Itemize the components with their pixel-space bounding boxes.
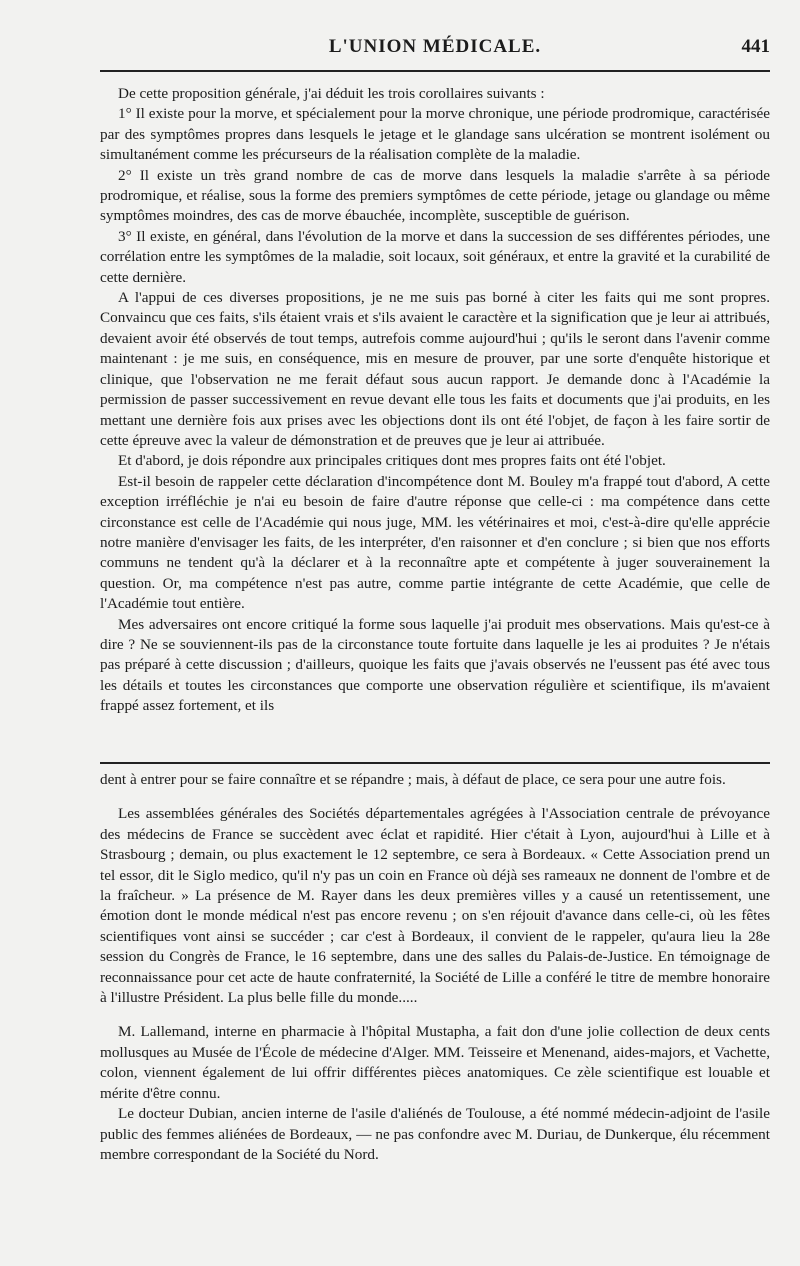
main-article <box>100 84 770 717</box>
paragraph: 3° Il existe, en général, dans l'évolution de la morve et dans la succession de ses différentes périodes, une corrélation entre les symptômes de la maladie, soit locaux, soit généraux, et entre la gravité et la curabilité de cette dernière. <box>100 227 770 286</box>
news-item: Le docteur Dubian, ancien interne de l'asile d'aliénés de Toulouse, a été nommé médecin-adjoint de l'asile public des femmes aliénées de Bordeaux, — ne pas confondre avec M. Duriau, de Dunkerque, élu récemment membre correspondant de la Société du Nord. <box>100 1105 770 1163</box>
page-number: 441 <box>741 36 770 57</box>
section-rule <box>100 762 770 764</box>
paragraph: A l'appui de ces diverses propositions, je ne me suis pas borné à citer les faits qui me sont propres. Convaincu que ces faits, s'ils étaient vrais et s'ils avaient le caractère et la signification que je leur ai attribués, devaient avoir été observés de tout temps, autrefois comme aujourd'hui ; qu'ils le seront dans l'avenir comme maintenant : je me suis, en conséquence, mis en mesure de prouver, par une sorte d'enquête historique et clinique, que l'observation ne me ferait défaut sous aucun rapport. Je demande donc à l'Académie la permission de passer successivement en revue devant elle tous les faits et documents que j'ai produits, en les mettant une dernière fois aux prises avec les objections dont ils ont été l'objet, de façon à les faire sortir de cette épreuve avec la valeur de démonstration et de preuves que je leur ai attribuée. <box>100 289 770 449</box>
paragraph: 2° Il existe un très grand nombre de cas de morve dans lesquels la maladie s'arrête à sa période prodromique, et réalise, sous la forme des premiers symptômes de cette période, jetage ou glandage ou même symptômes moindres, des cas de morve ébauchée, incomplète, susceptible de guérison. <box>100 166 770 225</box>
header-rule <box>100 70 770 72</box>
news-item: M. Lallemand, interne en pharmacie à l'hôpital Mustapha, a fait don d'une jolie collection de deux cents mollusques au Musée de l'École de médecine d'Alger. MM. Teisseire et Menenand, aides-majors, et Vachette, colon, viennent également de lui offrir différentes pièces anatomiques. Ce zèle scientifique est louable et mérite d'être connu. <box>100 1023 770 1102</box>
news-item: Les assemblées générales des Sociétés départementales agrégées à l'Association centrale de prévoyance des médecins de France se succèdent avec éclat et rapidité. Hier c'était à Lyon, aujourd'hui à Lille et à Strasbourg ; demain, ou plus exactement le 12 septembre, ce sera à Bordeaux. « Cette Association prend un tel essor, dit le Siglo medico, qu'il n'y pas un coin en France où déjà ses rameaux ne donnent de l'ombre et de la fraîcheur. » La présence de M. Rayer dans les deux premières villes y a causé un retentissement, une émotion dont le monde médical n'est pas encore revenu ; on s'en réjouit d'avance dans celle-ci, où les fêtes scientifiques vont ainsi se succéder ; car c'est à Bordeaux, il convient de le rappeler, qu'aura lieu la 28e session du Congrès de France, le 16 septembre, dans une des salles du Palais-de-Justice. En témoignage de reconnaissance pour cet acte de haute confraternité, la Société de Lille a conféré le titre de membre honoraire à l'illustre Président. La plus belle fille du monde..... <box>100 805 770 1007</box>
paragraph: De cette proposition générale, j'ai déduit les trois corollaires suivants : <box>118 85 545 102</box>
page-header <box>100 36 770 66</box>
paragraph: Est-il besoin de rappeler cette déclaration d'incompétence dont M. Bouley m'a frappé tout d'abord, A cette exception irréfléchie je n'ai eu besoin de faire d'autre réponse que celle-ci : ma compétence dans cette circonstance est celle de l'Académie qui nous juge, MM. les vétérinaires et moi, c'est-à-dire qu'elle apprécie notre manière d'envisager les faits, de les interpréter, d'en raisonner et d'en conclure ; si bien que nos efforts communs ne tendent qu'à la déclarer et à la reconnaître apte et compétente à juger souverainement la question. Or, ma compétence n'est pas autre, comme partie intégrante de cette Académie, que celle de l'Académie tout entière. <box>100 472 770 613</box>
paragraph: 1° Il existe pour la morve, et spécialement pour la morve chronique, une période prodromique, caractérisée par des symptômes propres dans lesquels le jetage et le glandage sans ulcération se montrent isolément ou simultanément comme les précurseurs de la réalisation complète de la maladie. <box>100 105 770 164</box>
paragraph: Et d'abord, je dois répondre aux principales critiques dont mes propres faits ont été l'objet. <box>118 452 666 470</box>
running-title: L'UNION MÉDICALE. <box>328 36 542 57</box>
news-section <box>100 770 770 1165</box>
continued-paragraph: dent à entrer pour se faire connaître et se répandre ; mais, à défaut de place, ce sera pour une autre fois. <box>100 771 726 788</box>
paragraph: Mes adversaires ont encore critiqué la forme sous laquelle j'ai produit mes observations. Mais qu'est-ce à dire ? Ne se souviennent-ils pas de la circonstance toute fortuite dans laquelle je les ai produites ? Je n'étais pas préparé à cette discussion ; d'ailleurs, quoique les faits que j'avais observés ne l'eussent pas été avec tous les détails et toutes les circonstances que comporte une observation régulière et scientifique, ils m'avaient frappé assez fortement, et ils <box>100 615 770 715</box>
